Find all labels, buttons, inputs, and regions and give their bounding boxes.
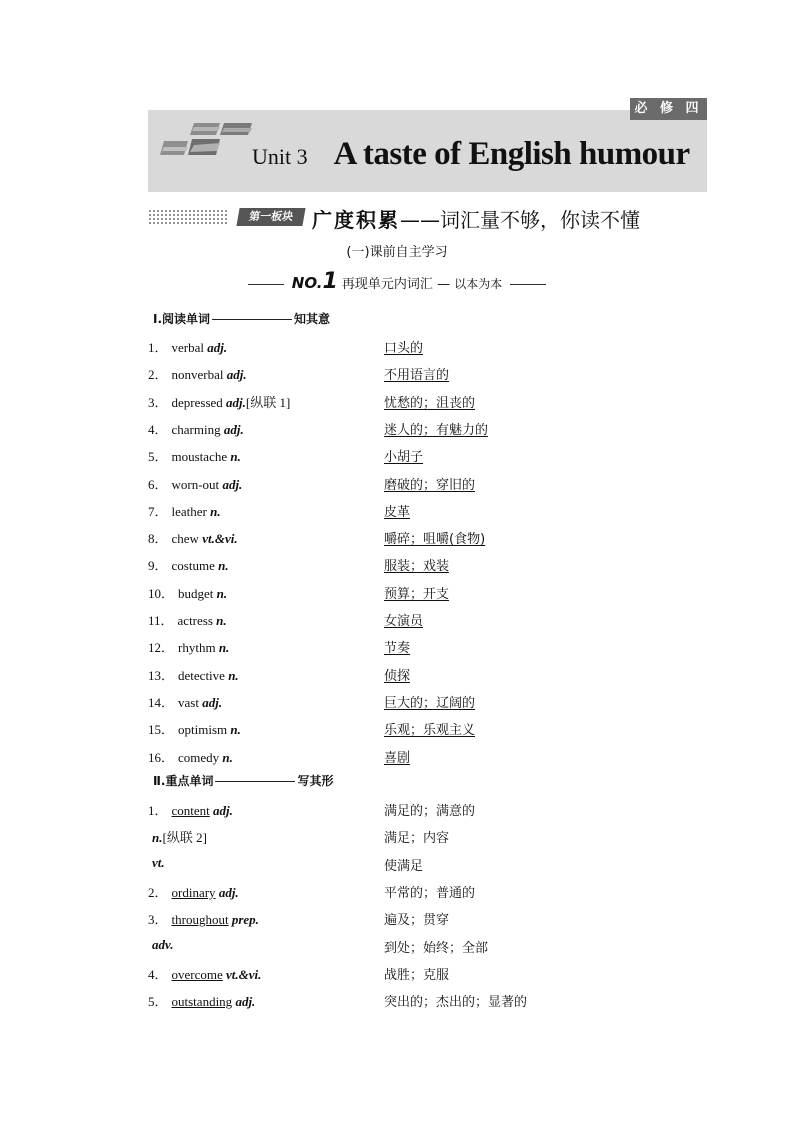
- vocab-row: [148, 800, 708, 820]
- vocab-pos: vt.: [152, 854, 165, 870]
- vocab-english: [148, 882, 239, 901]
- vocab-word: nonverbal: [171, 367, 224, 383]
- vocab-chinese: 磨破的；穿旧的: [384, 477, 476, 493]
- no-label: NO.1: [291, 269, 338, 294]
- photo-tile-4: [188, 139, 220, 155]
- vocab-chinese: 满足；内容: [384, 831, 450, 847]
- vocab-row: [148, 937, 708, 957]
- vocab-word: outstanding: [171, 994, 233, 1010]
- vocab-word: optimism: [178, 722, 228, 738]
- vocab-chinese: 使满足: [384, 858, 424, 874]
- vocab-row: [148, 991, 708, 1011]
- vocab-english: [148, 637, 229, 656]
- vocab-chinese: 突出的；杰出的；显著的: [384, 995, 528, 1011]
- no-text: 再现单元内词汇: [341, 277, 433, 292]
- vocab-chinese: 女演员: [384, 614, 424, 629]
- vocab-english: [148, 937, 174, 953]
- vocab-number: 4．: [148, 421, 168, 437]
- vocab-number: 14．: [148, 694, 175, 710]
- vocab-english: [148, 692, 222, 711]
- vocab-row: [148, 665, 708, 685]
- vocab-chinese: 遍及；贯穿: [384, 913, 450, 929]
- vocab-chinese: 不用语言的: [384, 368, 450, 384]
- vocab-row: [148, 692, 708, 712]
- vocab-chinese: 战胜；克服: [384, 967, 450, 983]
- vocab-english: [148, 610, 227, 629]
- vocab-english: [148, 800, 233, 819]
- vocab-number: 1．: [148, 340, 168, 355]
- vocab-pos: n.: [218, 558, 229, 574]
- vocab-pos: prep.: [231, 912, 259, 928]
- vocab-number: 7．: [148, 503, 168, 519]
- vocab-number: 2．: [148, 884, 168, 900]
- vocab-chinese: 乐观；乐观主义: [384, 723, 476, 739]
- rule-right: [510, 284, 546, 285]
- vocab-pos: n.: [230, 722, 241, 738]
- vocab-chinese: 满足的；满意的: [384, 804, 476, 819]
- vocab-english: [148, 474, 242, 493]
- vocab-english: [148, 555, 229, 574]
- vocab-row: [148, 446, 708, 466]
- vocab-row: [148, 747, 708, 767]
- vocab-word: content: [171, 803, 210, 818]
- vocab-pos: n.: [230, 449, 241, 465]
- vocab-english: [148, 827, 207, 846]
- block-tag: 第一板块: [236, 208, 305, 226]
- no-separator: —: [437, 277, 451, 292]
- vocab-english: [148, 855, 165, 871]
- vocab-chinese: 小胡子: [384, 450, 424, 466]
- vocab-chinese: 预算；开支: [384, 586, 450, 602]
- vocab-number: 11．: [148, 613, 174, 628]
- vocab-number: 6．: [148, 476, 168, 492]
- vocab-row: [148, 964, 708, 984]
- vocab-number: 13．: [148, 667, 175, 683]
- photo-tile-1: [190, 123, 220, 135]
- vocab-word: throughout: [171, 912, 229, 928]
- vocab-number: 10．: [148, 585, 175, 601]
- vocab-number: 3．: [148, 912, 168, 928]
- vocab-english: [148, 501, 221, 520]
- vocab-pos: n.: [216, 585, 228, 601]
- vocab-english: [148, 991, 255, 1010]
- vocab-word: leather: [171, 503, 207, 519]
- vocab-pos: n.: [222, 749, 233, 765]
- vocab-number: 1．: [148, 803, 168, 818]
- vocab-word: overcome: [171, 966, 223, 982]
- vocab-number: 15．: [148, 722, 175, 738]
- vocab-number: 16．: [148, 749, 175, 765]
- dot-pattern: [148, 209, 228, 225]
- vocab-pos: adj.: [226, 367, 247, 383]
- vocab-word: rhythm: [178, 640, 216, 656]
- vocab-pos: adj.: [218, 884, 239, 900]
- vocab-row: [148, 637, 708, 657]
- vocab-pos: n.: [218, 640, 230, 656]
- photo-tile-3: [160, 141, 188, 155]
- vocab-word: charming: [171, 421, 221, 437]
- unit-heading: [252, 136, 690, 173]
- vocab-row: [148, 909, 708, 929]
- section-title-bold: 广度积累: [312, 208, 400, 232]
- vocab-english: [148, 719, 241, 738]
- book-tag: 必 修 四: [630, 98, 707, 120]
- vocab-english: [148, 419, 244, 438]
- section-heading: [148, 204, 668, 230]
- vocab-pos: n.: [210, 503, 221, 519]
- subtitle: (一)课前自主学习: [346, 245, 448, 260]
- vocab-english: [148, 446, 241, 465]
- vocab-pos: n.: [152, 830, 163, 846]
- vocab-chinese: 喜剧: [384, 750, 411, 766]
- vocab-note: [纵联 2]: [162, 830, 207, 846]
- vocab-english: [148, 747, 233, 766]
- vocab-chinese: 忧愁的；沮丧的: [384, 395, 476, 411]
- vocab-number: 12．: [148, 640, 175, 656]
- vocab-row: [148, 337, 708, 357]
- vocab-note: [纵联 1]: [245, 394, 291, 410]
- vocab-row: [148, 827, 708, 847]
- vocab-row: [148, 882, 708, 902]
- vocab-word: ordinary: [171, 884, 216, 900]
- vocab-chinese: 口头的: [384, 341, 424, 356]
- vocab-number: 2．: [148, 367, 168, 383]
- header-photo-strip: [158, 121, 253, 159]
- vocab-number: 8．: [148, 531, 168, 547]
- vocab-row: [148, 528, 708, 548]
- vocab-english: [148, 909, 259, 928]
- vocab-number: 4．: [148, 966, 168, 982]
- vocab-word: comedy: [178, 749, 220, 765]
- vocab-chinese: 到处；始终；全部: [384, 940, 489, 956]
- unit-number: Unit 3: [252, 144, 308, 169]
- vocab-pos: adj.: [226, 394, 246, 410]
- vocab-chinese: 平常的；普通的: [384, 885, 476, 901]
- vocab-row: [148, 364, 708, 384]
- vocab-row: [148, 719, 708, 739]
- vocab-chinese: 侦探: [384, 668, 411, 684]
- vocab-english: [148, 364, 247, 383]
- vocab-number: 5．: [148, 449, 168, 465]
- vocab-english: [148, 964, 261, 983]
- vocab-pos: vt.&vi.: [226, 966, 262, 982]
- vocab-chinese: 节奏: [384, 641, 411, 657]
- vocab-chinese: 巨大的；辽阔的: [384, 695, 476, 711]
- vocab-word: actress: [177, 613, 213, 628]
- vocab-row: [148, 501, 708, 521]
- unit-title: A taste of English humour: [333, 136, 690, 172]
- vocab-word: moustache: [171, 449, 228, 465]
- vocab-pos: n.: [228, 667, 239, 683]
- vocab-english: [148, 392, 290, 411]
- vocab-row: [148, 392, 708, 412]
- vocab-english: [148, 528, 238, 547]
- part1-heading: Ⅰ.阅读单词 知其意: [153, 312, 331, 326]
- vocab-pos: adj.: [202, 694, 223, 710]
- vocab-pos: adj.: [222, 476, 243, 492]
- vocab-chinese: 嚼碎；咀嚼(食物): [384, 532, 486, 548]
- vocab-pos: n.: [216, 613, 227, 628]
- vocab-word: detective: [178, 667, 225, 683]
- vocab-number: 9．: [148, 558, 168, 574]
- vocab-number: 3．: [148, 394, 168, 410]
- vocab-row: [148, 474, 708, 494]
- vocab-english: [148, 665, 239, 684]
- vocab-word: budget: [178, 585, 214, 601]
- vocab-row: [148, 419, 708, 439]
- vocab-number: 5．: [148, 994, 168, 1010]
- vocab-word: costume: [171, 558, 215, 574]
- vocab-word: worn-out: [171, 476, 220, 492]
- vocab-pos: adj.: [235, 994, 256, 1010]
- vocab-word: depressed: [171, 394, 223, 410]
- vocab-pos: vt.&vi.: [202, 531, 238, 547]
- vocab-english: [148, 583, 227, 602]
- vocab-chinese: 皮革: [384, 504, 411, 520]
- vocab-word: verbal: [171, 340, 204, 355]
- section-title: [312, 204, 640, 233]
- vocab-chinese: 服装；戏装: [384, 559, 450, 575]
- vocab-row: [148, 555, 708, 575]
- part2-heading: Ⅱ.重点单词 写其形: [153, 774, 334, 788]
- no-heading: [0, 269, 794, 294]
- vocab-word: chew: [171, 531, 199, 547]
- vocab-pos: adj.: [207, 340, 228, 355]
- vocab-row: [148, 583, 708, 603]
- vocab-english: [148, 337, 227, 356]
- vocab-pos: adj.: [213, 803, 233, 818]
- rule-left: [248, 284, 284, 285]
- vocab-word: vast: [178, 694, 199, 710]
- no-tail: 以本为本: [454, 277, 503, 291]
- vocab-pos: adv.: [152, 936, 174, 952]
- vocab-row: [148, 855, 708, 875]
- vocab-chinese: 迷人的；有魅力的: [384, 422, 489, 438]
- photo-tile-2: [220, 123, 252, 135]
- vocab-row: [148, 610, 708, 630]
- section-title-rest: ——词汇量不够，你读不懂: [400, 208, 640, 232]
- vocab-pos: adj.: [223, 421, 244, 437]
